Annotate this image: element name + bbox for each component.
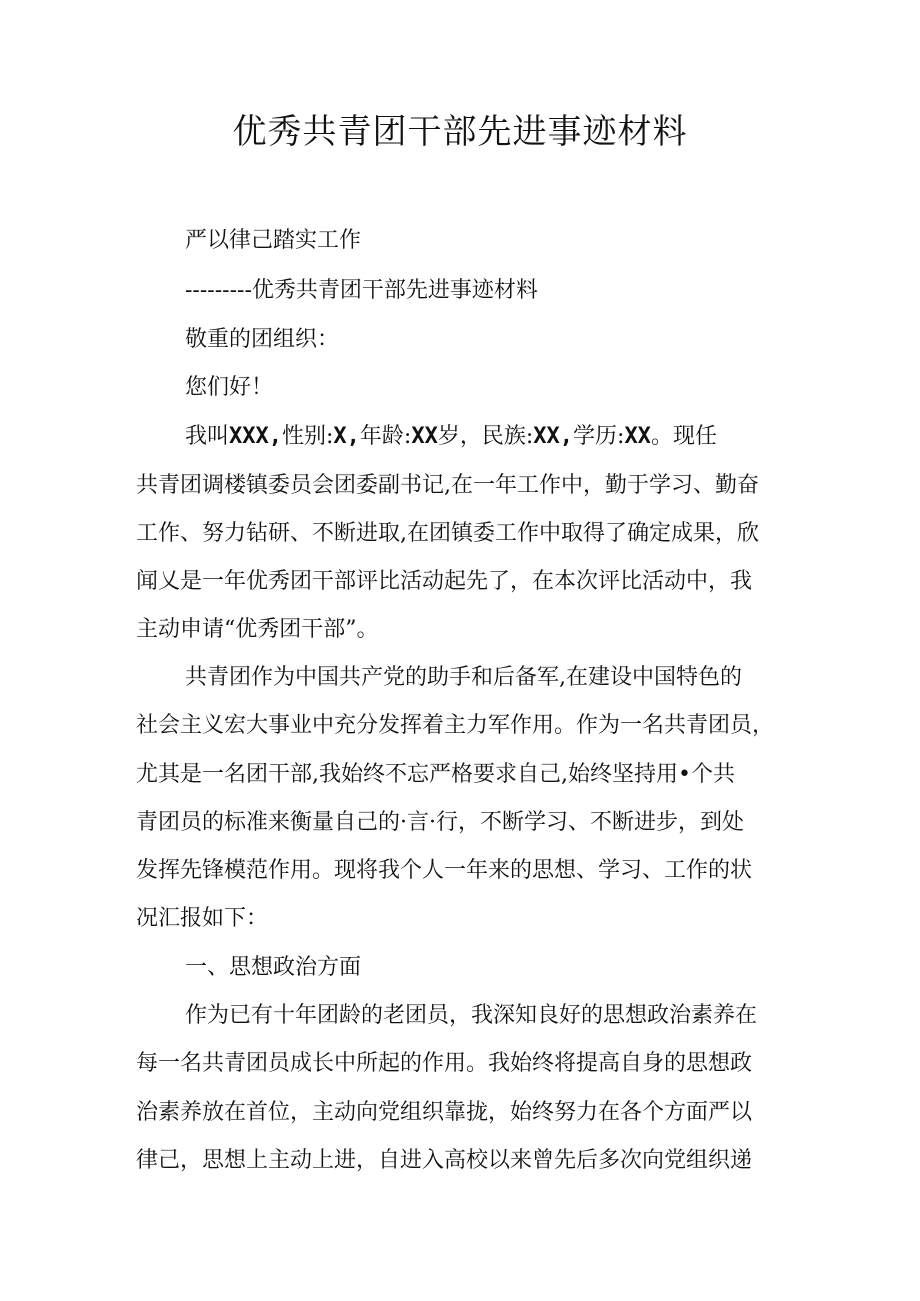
intro-end: 。现任 xyxy=(650,424,717,449)
salutation: 敬重的团组织： xyxy=(185,327,340,352)
intro-ethnicity: XX, xyxy=(533,424,574,449)
intro-education: XX xyxy=(624,424,651,449)
document-title: 优秀共青团干部先进事迹材料 xyxy=(232,112,688,152)
paragraph-line: 治素养放在首位，主动向党组织靠拢，始终努力在各个方面严以 xyxy=(136,1100,753,1125)
paragraph-line: 律己，思想上主动上进，自进入高校以来曾先后多次向党组织递 xyxy=(136,1148,753,1173)
paragraph-line: 作为已有十年团龄的老团员，我深知良好的思想政治素养在 xyxy=(185,1003,758,1028)
paragraph-line: 尤其是一名团干部,我始终不忘严格要求自己,始终坚持用•个共 xyxy=(136,762,735,787)
paragraph-line: 况汇报如下： xyxy=(136,906,269,931)
intro-age-suffix: 岁，民族: xyxy=(437,424,534,449)
paragraph-line: 主动申请“优秀团干部”。 xyxy=(136,617,379,642)
intro-name: XXX, xyxy=(229,424,282,449)
greeting: 您们好！ xyxy=(185,375,274,400)
paragraph-line: 每一名共青团员成长中所起的作用。我始终将提高自身的思想政 xyxy=(136,1051,753,1076)
intro-gender-label: 性别: xyxy=(282,424,334,449)
paragraph-line: 社会主义宏大事业中充分发挥着主力军作用。作为一名共青团员， xyxy=(136,713,775,738)
paragraph-line: 工作、努力钻研、不断进取,在团镇委工作中取得了确定成果，欣 xyxy=(136,521,759,546)
section-heading: 一、思想政治方面 xyxy=(185,955,362,980)
intro-age: XX xyxy=(411,424,438,449)
paragraph-line: 青团员的标准来衡量自己的·言·行，不断学习、不断进步，到处 xyxy=(136,810,744,835)
intro-line xyxy=(185,422,845,452)
intro-edu-label: 学历: xyxy=(573,424,625,449)
paragraph-line: 闻乂是一年优秀团干部评比活动起先了，在本次评比活动中，我 xyxy=(136,569,753,594)
paragraph-line: 发挥先锋模范作用。现将我个人一年来的思想、学习、工作的状 xyxy=(136,858,753,883)
intro-age-label: 年龄: xyxy=(359,424,412,449)
subtitle-dashed: ---------优秀共青团干部先进事迹材料 xyxy=(185,278,538,303)
intro-gender: X, xyxy=(333,424,360,449)
paragraph-line: 共青团调楼镇委员会团委副书记,在一年工作中，勤于学习、勤奋 xyxy=(136,473,759,498)
paragraph-line: 共青团作为中国共产党的助手和后备军,在建设中国特色的 xyxy=(185,665,742,690)
intro-prefix: 我叫 xyxy=(185,424,230,449)
subtitle: 严以律己踏实工作 xyxy=(185,228,362,253)
